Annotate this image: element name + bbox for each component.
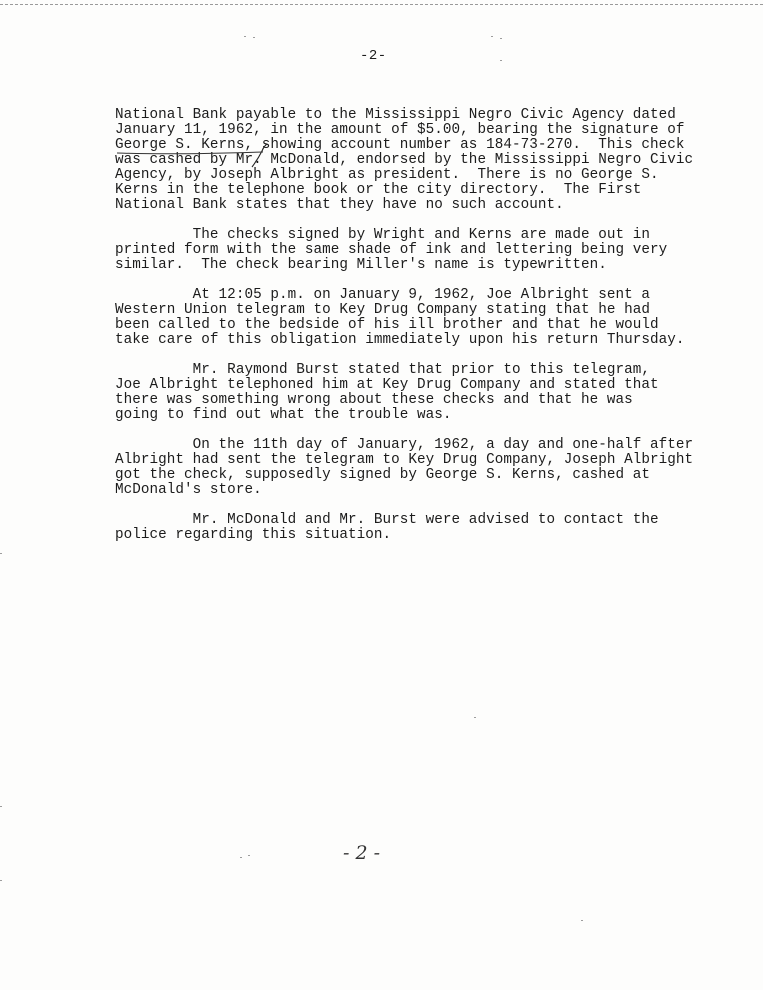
paragraph-4-line-1: Mr. Raymond Burst stated that prior to this telegram,	[115, 362, 651, 378]
paragraph-1-line-3: George S. Kerns, showing account number as 184-73-270. This check	[115, 137, 685, 153]
paragraph-3-line-2: Western Union telegram to Key Drug Company stating that he had	[115, 302, 651, 318]
paragraph-1-line-2: January 11, 1962, in the amount of $5.00, bearing the signature of	[115, 122, 685, 138]
page-top-edge	[0, 4, 763, 5]
scan-speck	[253, 37, 255, 38]
paragraph-5-line-2: Albright had sent the telegram to Key Drug Company, Joseph Albright	[115, 452, 694, 468]
paragraph-5-line-1: On the 11th day of January, 1962, a day and one-half after	[115, 437, 694, 453]
paragraph-1-line-4: was cashed by Mr. McDonald, endorsed by the Mississippi Negro Civic	[115, 152, 694, 168]
page-number-bottom: - 2 -	[343, 842, 381, 864]
paragraph-2-line-3: similar. The check bearing Miller's name is typewritten.	[115, 257, 607, 273]
paragraph-6-line-1: Mr. McDonald and Mr. Burst were advised to contact the	[115, 512, 659, 528]
paragraph-3-line-1: At 12:05 p.m. on January 9, 1962, Joe Albright sent a	[115, 287, 651, 303]
paragraph-4-line-2: Joe Albright telephoned him at Key Drug Company and stated that	[115, 377, 659, 393]
paragraph-5-line-4: McDonald's store.	[115, 482, 262, 498]
paragraph-1-line-6: Kerns in the telephone book or the city directory. The First	[115, 182, 642, 198]
paragraph-2-line-2: printed form with the same shade of ink and lettering being very	[115, 242, 668, 258]
scan-speck	[500, 60, 502, 61]
scan-speck	[240, 857, 242, 858]
scan-speck	[248, 855, 250, 856]
scan-speck	[581, 920, 583, 921]
scan-speck	[0, 553, 2, 554]
scan-speck	[474, 717, 476, 718]
scan-speck	[0, 806, 2, 807]
paragraph-1-line-7: National Bank states that they have no such account.	[115, 197, 564, 213]
handwritten-mark-icon	[250, 141, 270, 171]
scan-speck	[0, 880, 2, 881]
scan-speck	[491, 36, 493, 37]
scan-speck	[244, 36, 246, 37]
paragraph-3-line-4: take care of this obligation immediately upon his return Thursday.	[115, 332, 685, 348]
paragraph-1-line-1: National Bank payable to the Mississippi Negro Civic Agency dated	[115, 107, 676, 123]
paragraph-2-line-1: The checks signed by Wright and Kerns are made out in	[115, 227, 651, 243]
paragraph-4-line-3: there was something wrong about these checks and that he was	[115, 392, 633, 408]
page-number-top: -2-	[360, 48, 387, 64]
paragraph-1-line-5: Agency, by Joseph Albright as president. There is no George S.	[115, 167, 659, 183]
handwritten-underline	[115, 150, 265, 156]
scan-speck	[500, 38, 502, 39]
paragraph-4-line-4: going to find out what the trouble was.	[115, 407, 452, 423]
paragraph-3-line-3: been called to the bedside of his ill brother and that he would	[115, 317, 659, 333]
paragraph-6-line-2: police regarding this situation.	[115, 527, 392, 543]
paragraph-5-line-3: got the check, supposedly signed by George S. Kerns, cashed at	[115, 467, 651, 483]
